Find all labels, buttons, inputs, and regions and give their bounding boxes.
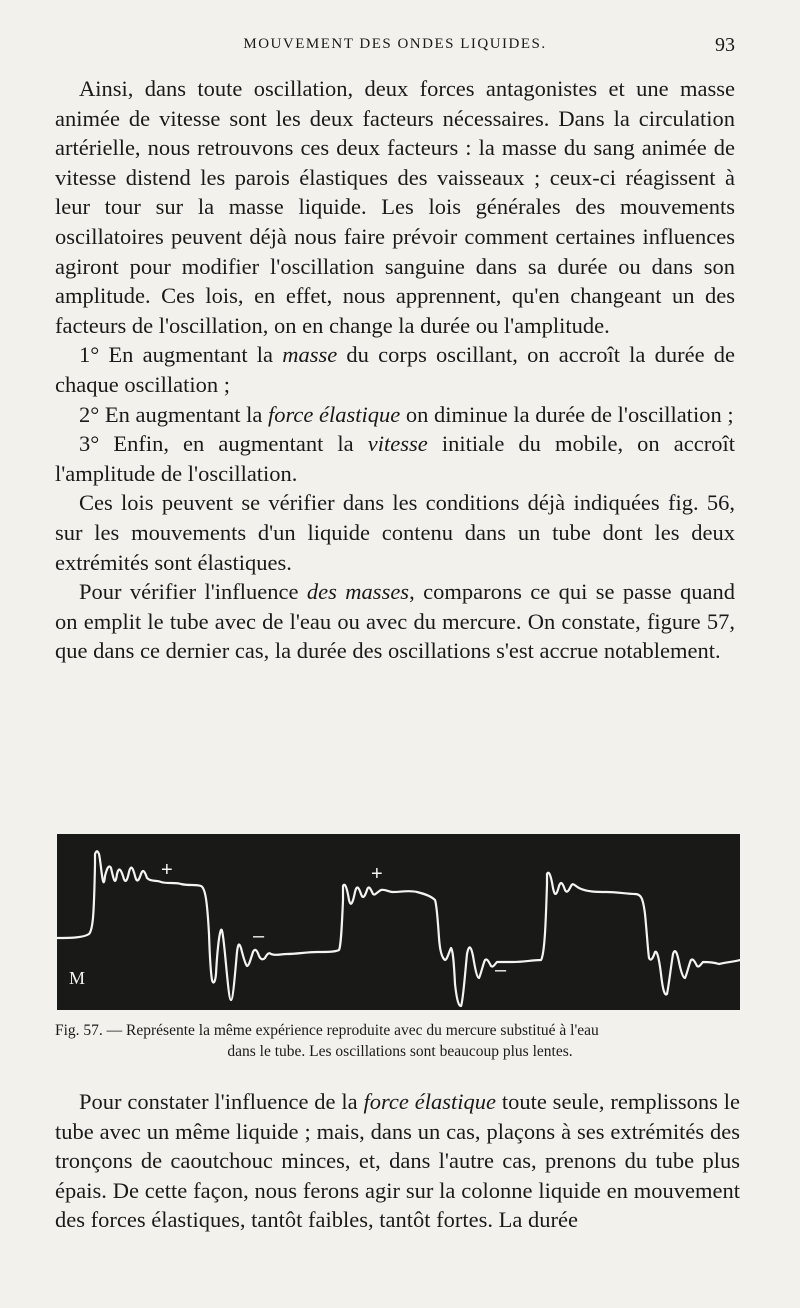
law-3 — [55, 429, 735, 488]
oscillation-trace — [57, 851, 740, 1006]
plus-label-2: + — [371, 863, 383, 885]
masses-text-end: , comparons ce qui se passe quand on emplit le tube avec de l'eau ou avec du mercure. On constate, figure 57, que dans ce dernier cas, la durée des oscillations s'est accrue notablement. — [55, 579, 735, 664]
law-3-emphasis: vitesse — [367, 431, 428, 457]
elastic-emphasis: force élastique — [363, 1089, 496, 1114]
caption-line-2: dans le tube. Les oscillations sont beaucoup plus lentes. — [227, 1043, 573, 1060]
label-m: M — [69, 968, 86, 988]
body-text-top — [55, 74, 735, 666]
plus-label-1: + — [161, 859, 173, 881]
law-2-emphasis: force élastique — [267, 401, 401, 427]
masses-emphasis: des masses — [306, 579, 410, 605]
paragraph-oscillation: Ainsi, dans toute oscillation, deux forces antagonistes et une masse animée de vitesse sont les deux facteurs nécessaires. Dans la circulation artérielle, nous retrouvons ces deux facteurs : la masse du sang animée de vitesse distend les parois élastiques des vaisseaux ; ceux-ci réagissent à leur tour sur la masse liquide. Les lois générales des mouvements oscillatoires peuvent déjà nous faire prévoir comment certaines influences agiront pour modifier l'oscillation sanguine dans sa durée ou dans son amplitude. Ces lois, en effet, nous apprennent, qu'en changeant un des facteurs de l'oscillation, on en change la durée ou l'amplitude. — [55, 76, 735, 338]
figure-57 — [57, 834, 740, 1010]
paragraph-masses — [55, 577, 735, 666]
law-3-text-end: initiale du mobile, on accroît l'amplitude de l'oscillation. — [55, 431, 735, 486]
paragraph-elastic-force — [55, 1087, 740, 1235]
law-1-text: 1° En augmentant la — [79, 342, 283, 368]
law-1-emphasis: masse — [282, 342, 338, 368]
law-2-text: 2° En augmentant la — [79, 401, 268, 427]
page-number: 93 — [715, 34, 735, 56]
minus-label-2: – — [495, 959, 507, 981]
law-2-text-end: on diminue la durée de l'oscillation ; — [400, 401, 734, 427]
law-1-text-end: du corps oscillant, on accroît la durée de chaque oscillation ; — [55, 342, 735, 397]
paragraph-verify: Ces lois peuvent se vérifier dans les conditions déjà indiquées fig. 56, sur les mouvements d'un liquide contenu dans un tube dont les deux extrémités sont élastiques. — [55, 490, 735, 575]
running-title: MOUVEMENT DES ONDES LIQUIDES. — [243, 36, 547, 52]
law-2 — [55, 400, 735, 430]
caption-line-1: Fig. 57. — Représente la même expérience reproduite avec du mercure substitué à l'eau — [55, 1022, 599, 1039]
law-3-text: 3° Enfin, en augmentant la — [79, 431, 368, 457]
law-1 — [55, 340, 735, 399]
masses-text: Pour vérifier l'influence — [79, 579, 307, 605]
elastic-text-end: toute seule, remplissons le tube avec un même liquide ; mais, dans un cas, plaçons à ses extrémités des tronçons de caoutchouc minces, et, dans l'autre cas, prenons du tube plus épais. De cette façon, nous ferons agir sur la colonne liquide en mouvement des forces élastiques, tantôt faibles, tantôt fortes. La durée — [55, 1089, 740, 1233]
figure-caption — [55, 1020, 745, 1062]
elastic-text: Pour constater l'influence de la — [79, 1089, 364, 1114]
minus-label-1: – — [253, 925, 265, 947]
oscillation-trace-figure — [57, 834, 740, 1010]
body-text-bottom — [55, 1087, 740, 1235]
page-header — [55, 36, 735, 66]
